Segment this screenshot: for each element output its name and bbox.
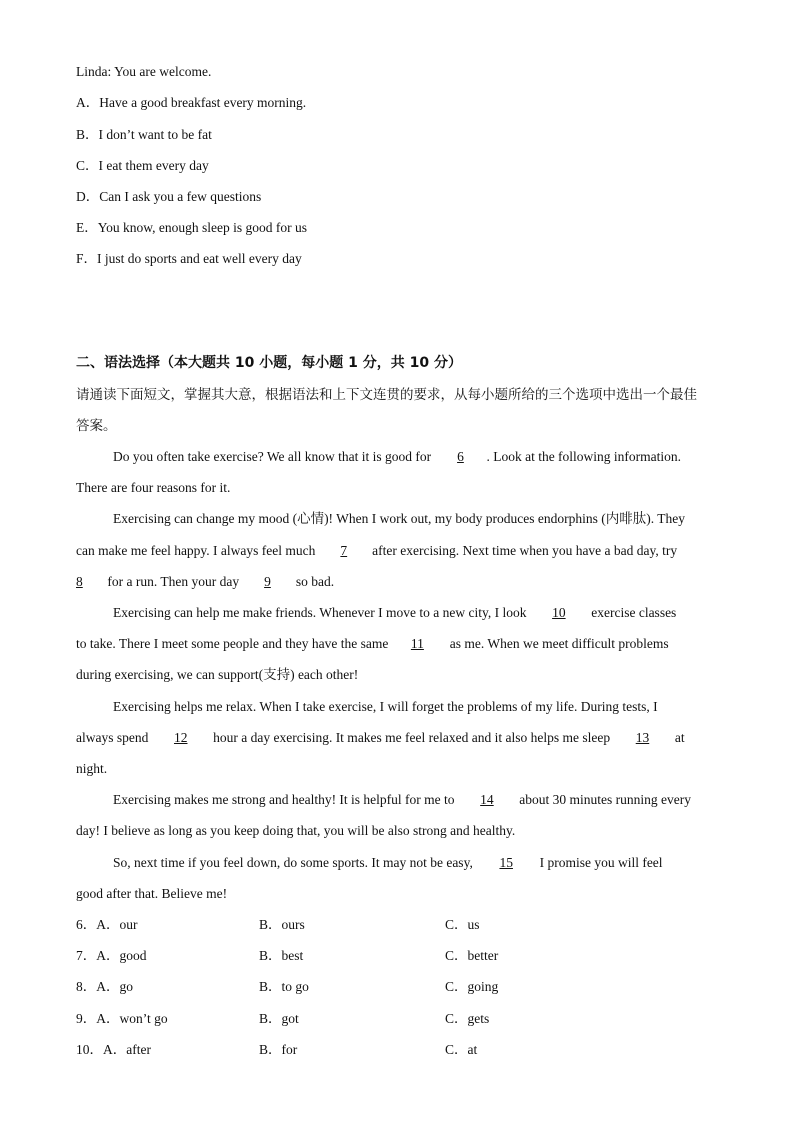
question-6-option-c: C．us	[445, 917, 480, 932]
passage-line	[76, 448, 755, 466]
blank-9: 9	[264, 574, 271, 589]
question-9-option-b: B．got	[259, 1011, 299, 1026]
option-a: A．Have a good breakfast every morning.	[76, 95, 307, 110]
passage-text: always spend	[76, 730, 152, 745]
section-title: 二、语法选择（本大题共 10 小题，每小题 1 分，共 10 分）	[76, 355, 462, 371]
passage-line: night.	[76, 761, 108, 776]
blank-11: 11	[410, 636, 424, 651]
passage-text: Exercising can help me make friends. Whenever I move to a new city, I look	[113, 605, 530, 620]
passage-text: I promise you will feel	[536, 855, 663, 870]
passage-line	[76, 635, 718, 653]
passage-text: about 30 minutes running every	[515, 792, 692, 807]
passage-line	[76, 542, 718, 560]
passage-line: good after that. Believe me!	[76, 886, 228, 901]
passage-text: as me. When we meet difficult problems	[446, 636, 669, 651]
passage-text: for a run. Then your day	[104, 574, 243, 589]
passage-line: There are four reasons for it.	[76, 480, 231, 495]
blank-12: 12	[173, 730, 188, 745]
question-10-option-c: C．at	[445, 1042, 478, 1057]
instruction-line-2: 答案。	[76, 418, 117, 434]
passage-text: . Look at the following information.	[486, 449, 682, 464]
passage-text: to take. There I meet some people and they have the same	[76, 636, 389, 651]
blank-7: 7	[340, 543, 348, 558]
passage-text: at	[671, 730, 685, 745]
question-9-option-a: 9．A．won’t go	[76, 1011, 168, 1026]
passage-line: Exercising helps me relax. When I take exercise, I will forget the problems of my life. During tests, I	[113, 699, 658, 714]
question-8-option-c: C．going	[445, 979, 499, 994]
passage-line: Exercising can change my mood (心情)! When I work out, my body produces endorphins (内啡肽). They	[113, 511, 685, 526]
option-e: E．You know, enough sleep is good for us	[76, 220, 307, 235]
blank-6: 6	[457, 449, 464, 464]
passage-line: day! I believe as long as you keep doing that, you will be also strong and healthy.	[76, 823, 516, 838]
passage-line	[76, 791, 755, 809]
passage-line	[76, 854, 755, 872]
passage-line: during exercising, we can support(支持) each other!	[76, 667, 359, 682]
passage-text: after exercising. Next time when you have a bad day, try	[368, 543, 678, 558]
question-6-option-b: B．ours	[259, 917, 305, 932]
question-7-option-b: B．best	[259, 948, 304, 963]
blank-13: 13	[635, 730, 650, 745]
passage-text: can make me feel happy. I always feel much	[76, 543, 319, 558]
passage-text: Exercising makes me strong and healthy! It is helpful for me to	[113, 792, 458, 807]
option-f: F．I just do sports and eat well every day	[76, 251, 302, 266]
blank-15: 15	[499, 855, 513, 870]
question-10-option-a: 10．A．after	[76, 1042, 151, 1057]
question-7-option-c: C．better	[445, 948, 499, 963]
blank-10: 10	[552, 605, 566, 620]
question-7-option-a: 7．A．good	[76, 948, 147, 963]
passage-line	[76, 729, 718, 747]
passage-text: hour a day exercising. It makes me feel relaxed and it also helps me sleep	[209, 730, 614, 745]
blank-8: 8	[76, 574, 83, 589]
passage-line	[76, 604, 755, 622]
question-6-option-a: 6．A．our	[76, 917, 138, 932]
passage-text: so bad.	[292, 574, 335, 589]
blank-14: 14	[480, 792, 494, 807]
passage-text: So, next time if you feel down, do some sports. It may not be easy,	[113, 855, 477, 870]
option-c: C．I eat them every day	[76, 158, 209, 173]
instruction-line-1: 请通读下面短文，掌握其大意，根据语法和上下文连贯的要求，从每小题所给的三个选项中选出一个最佳	[76, 387, 697, 403]
question-10-option-b: B．for	[259, 1042, 298, 1057]
option-b: B．I don’t want to be fat	[76, 127, 212, 142]
question-8-option-b: B．to go	[259, 979, 309, 994]
passage-line	[76, 573, 718, 591]
option-d: D．Can I ask you a few questions	[76, 189, 262, 204]
question-8-option-a: 8．A．go	[76, 979, 133, 994]
passage-text: Do you often take exercise? We all know that it is good for	[113, 449, 435, 464]
dialogue-line: Linda: You are welcome.	[76, 64, 212, 79]
passage-text: exercise classes	[587, 605, 677, 620]
question-9-option-c: C．gets	[445, 1011, 490, 1026]
